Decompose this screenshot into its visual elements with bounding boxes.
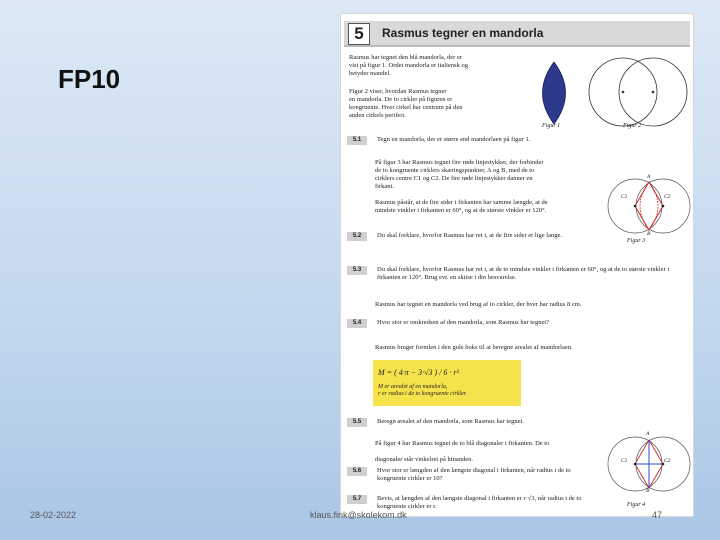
slide-title: FP10: [58, 64, 121, 94]
fig4-line: På figur 4 har Rasmus tegnet de to blå diagonaler i firkanten. De to: [375, 440, 550, 447]
point-label-a: A: [647, 174, 651, 180]
figure-1-mandorla: [529, 58, 579, 128]
point-label-c2: C2: [664, 194, 671, 200]
figure-4-caption: Figur 4: [627, 502, 646, 508]
formula-expression: M = ( 4·π − 3·√3 ) / 6 · r²: [378, 368, 459, 377]
fig3-line: På figur 3 har Rasmus tegnet fire røde linjestykker, der forbinder: [375, 159, 544, 166]
question-label: 5.7: [347, 495, 367, 504]
footer-date: 28-02-2022: [30, 510, 77, 520]
formula-note-line: M er arealet af en mandorla,: [378, 384, 448, 390]
question-label: 5.6: [347, 467, 367, 476]
point-label-a: A: [646, 431, 650, 437]
footer-page-number: 47: [652, 510, 663, 520]
intro-line: Rasmus har tegnet den blå mandorla, der er: [349, 54, 462, 61]
intro-line: betyder mandel.: [349, 70, 391, 77]
point-label-b: B: [647, 231, 651, 237]
intro-line: anden cirkels periferi.: [349, 112, 406, 119]
point-label-b: B: [646, 488, 650, 494]
fig3-line: de to kongruente cirklers skæringspunkter, A og B, med de to: [375, 167, 535, 174]
task-title: Rasmus tegner en mandorla: [382, 26, 544, 40]
formula-note: [378, 384, 467, 398]
formula-box: [373, 360, 521, 406]
question-label: 5.2: [347, 232, 367, 241]
figure-2-caption: Figur 2: [623, 123, 642, 129]
question-label: 5.1: [347, 136, 367, 145]
point-label-c2: C2: [664, 458, 671, 464]
question-text: Du skal forklare, hvorfor Rasmus har ret i, at de fire sider er lige lange.: [377, 232, 563, 239]
question-text: Hvor stor er længden af den længste diagonal i firkanten, når radius i de to kongruente cirkler er 10?: [377, 467, 571, 482]
footer-email: klaus.fink@skolekom.dk: [310, 510, 407, 520]
question-text: Tegn en mandorla, der er større end mandorlaen på figur 1.: [377, 136, 531, 143]
fig3-line: mindste vinkler i firkanten er 60°, og at de største vinkler er 120°.: [375, 207, 547, 214]
task-header: [344, 21, 690, 47]
question-label: 5.5: [347, 418, 367, 427]
intro-line: vist på figur 1. Ordet mandorla er italiensk og: [349, 62, 468, 69]
point-label-c1: C1: [621, 458, 628, 464]
point-label-c1: C1: [621, 194, 628, 200]
question-text: Beregn arealet af den mandorla, som Rasmus har tegnet.: [377, 418, 524, 425]
intro-line: en mandorla. De to cirkler på figuren er: [349, 96, 453, 103]
fig3-line: cirklers centre C1 og C2. De fire røde linjestykker danner en: [375, 175, 533, 182]
fig3-line: firkant.: [375, 183, 394, 190]
mid-line: Rasmus har tegnet en mandorla ved brug af to cirkler, der hver har radius 8 cm.: [375, 301, 582, 308]
question-label: 5.4: [347, 319, 367, 328]
formula-note-line: r er radius i de to kongruente cirkler.: [378, 391, 467, 397]
textbook-page: [340, 13, 694, 517]
question-text: Hvor stor er omkredsen af den mandorla, som Rasmus har tegnet?: [377, 319, 550, 326]
fig3-line: Rasmus påstår, at de fire sider i firkanten har samme længde, at de: [375, 199, 548, 206]
figure-1-caption: Figur 1: [542, 123, 561, 129]
figure-3-caption: Figur 3: [627, 238, 646, 244]
question-text: Bevis, at længden af den længste diagonal i firkanten er r·√3, når radius i de to kongruente cirkler er r.: [377, 495, 582, 510]
intro-line: Figur 2 viser, hvordan Rasmus tegner: [349, 88, 447, 95]
question-label: 5.3: [347, 266, 367, 275]
intro-line: kongruente. Hver cirkel har centrum på den: [349, 104, 463, 111]
question-text: Du skal forklare, hvorfor Rasmus har ret i, at de to mindste vinkler i firkanten er 60°, og at de to største vinkler i firkanten er 120°. Brug evt. en skitse i din besvarelse.: [377, 266, 670, 281]
task-number: 5: [348, 23, 370, 45]
figure-2-circles: [585, 54, 691, 130]
fig4-line: diagonaler står vinkelret på hinanden.: [375, 456, 474, 463]
formula-intro: Rasmus bruger formlen i den gule boks til at beregne arealet af mandorlaen.: [375, 344, 573, 351]
